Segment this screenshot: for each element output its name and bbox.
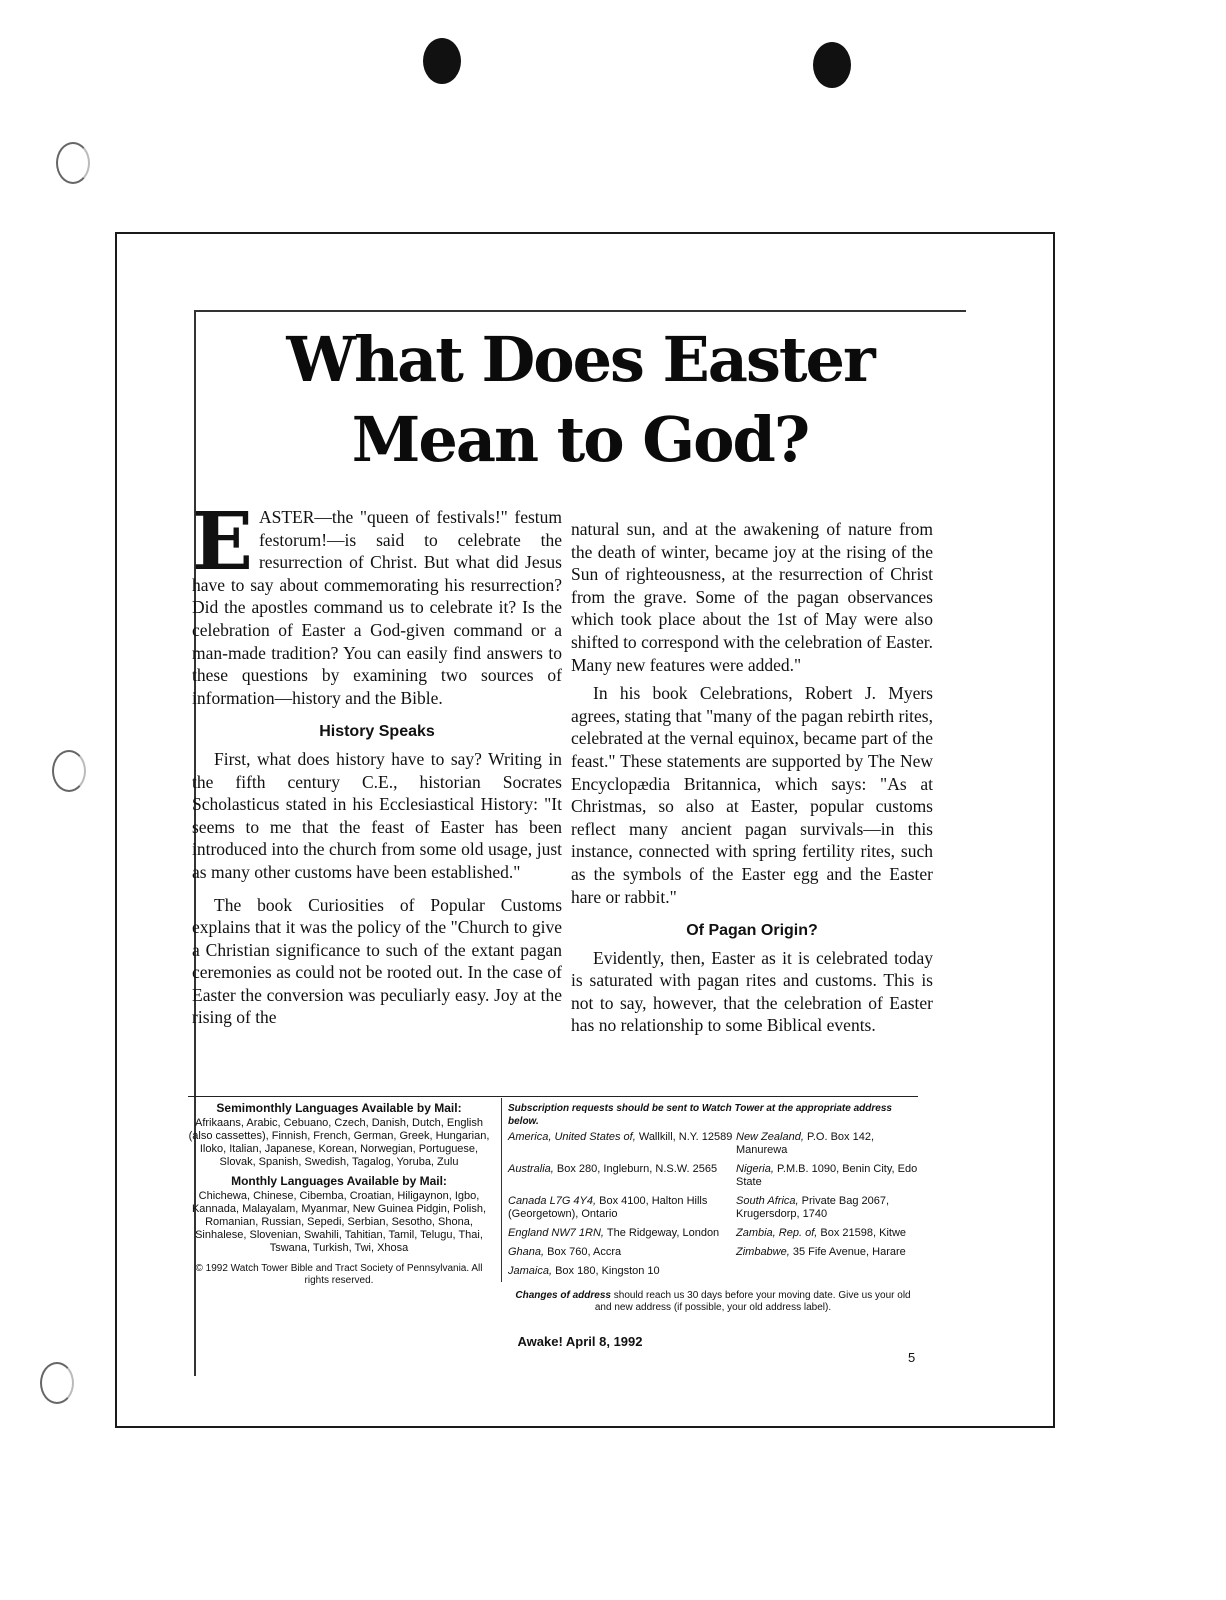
binder-ring	[52, 750, 86, 792]
article-column-2	[571, 518, 933, 1037]
address-entry: Ghana, Box 760, Accra	[508, 1246, 622, 1258]
address-entry: Australia, Box 280, Ingleburn, N.S.W. 2565	[508, 1163, 718, 1175]
intro-paragraph	[192, 494, 562, 709]
page-number: 5	[908, 1350, 916, 1365]
body-paragraph: The book Curiosities of Popular Customs explains that it was the policy of the "Church to give a Christian significance to such of the extant pagan ceremonies as could not be rooted out. In the case of Easter the conversion was peculiarly easy. Joy at the rising of the	[192, 894, 562, 1028]
article-title	[194, 320, 966, 480]
intro-text: ASTER—the "queen of festivals!" festum festorum!—is said to celebrate the resurrection of Christ. But what did Jesus have to say about commemorating his resurrection? Did the apostles command us to celebrate it? Is the celebration of Easter a God-given command or a man-made tradition? You can easily find answers to these questions by examining two sources of information—history and the Bible.	[192, 507, 562, 708]
semimonthly-heading: Semimonthly Languages Available by Mail:	[216, 1101, 462, 1115]
binder-ring	[40, 1362, 74, 1404]
subscription-heading: Subscription requests should be sent to Watch Tower at the appropriate address below.	[508, 1103, 892, 1127]
article-column-1	[192, 494, 562, 1029]
semimonthly-list: Afrikaans, Arabic, Cebuano, Czech, Danish, Dutch, English (also cassettes), Finnish, French, German, Greek, Hungarian, Iloko, Italian, Japanese, Korean, Norwegian, Portuguese, Slovak, Spanish, Swedish, Tagalog, Yoruba, Zulu	[188, 1117, 490, 1168]
address-entry: Zimbabwe, 35 Fife Avenue, Harare	[736, 1246, 906, 1258]
masthead-divider	[188, 1096, 918, 1097]
subhead-history-speaks: History Speaks	[319, 723, 435, 741]
subhead-of-pagan-origin: Of Pagan Origin?	[686, 922, 818, 940]
title-line-2: Mean to God?	[351, 403, 809, 476]
body-paragraph: In his book Celebrations, Robert J. Myers agrees, stating that "many of the pagan rebirth rites, celebrated at the vernal equinox, became part of the feast." These statements are supported by The New Encyclopædia Britannica, which says: "As at Christmas, so also at Easter, popular customs reflect many ancient pagan survivals—in this instance, connected with spring fertility rites, such as the symbols of the Easter egg and the Easter hare or rabbit."	[571, 683, 933, 907]
address-entry: Jamaica, Box 180, Kingston 10	[508, 1265, 660, 1277]
address-entry: Nigeria, P.M.B. 1090, Benin City, Edo State	[736, 1163, 918, 1188]
change-of-address-note	[508, 1290, 918, 1314]
subscription-block	[508, 1102, 918, 1314]
address-entry: Zambia, Rep. of, Box 21598, Kitwe	[736, 1227, 907, 1239]
address-entry: Canada L7G 4Y4, Box 4100, Halton Hills (Georgetown), Ontario	[508, 1195, 708, 1220]
monthly-heading: Monthly Languages Available by Mail:	[231, 1174, 447, 1188]
binder-ring	[56, 142, 90, 184]
change-of-address-text: should reach us 30 days before your moving date. Give us your old and new address (if possible, your old address label).	[594, 1290, 911, 1313]
monthly-list: Chichewa, Chinese, Cibemba, Croatian, Hiligaynon, Igbo, Kannada, Malayalam, Myanmar, New Guinea Pidgin, Polish, Romanian, Russian, Sepedi, Serbian, Sesotho, Shona, Sinhalese, Slovenian, Swahili, Tahitian, Tamil, Telugu, Thai, Tswana, Turkish, Twi, Xhosa	[191, 1190, 487, 1254]
address-entry: New Zealand, P.O. Box 142, Manurewa	[736, 1131, 875, 1156]
body-paragraph: Evidently, then, Easter as it is celebrated today is saturated with pagan rites and customs. This is not to say, however, that the celebration of Easter has no relationship to some Biblical events.	[571, 947, 933, 1036]
title-line-1: What Does Easter	[286, 323, 874, 396]
page-footer-masthead: Awake! April 8, 1992	[517, 1334, 643, 1349]
masthead-column-divider	[501, 1098, 502, 1282]
body-paragraph: First, what does history have to say? Writing in the fifth century C.E., historian Socrates Scholasticus stated in his Ecclesiastical History: "It seems to me that the feast of Easter has been introduced into the church from some old usage, just as many other customs have been established."	[192, 748, 562, 882]
address-entry: England NW7 1RN, The Ridgeway, London	[508, 1227, 720, 1239]
address-entry: South Africa, Private Bag 2067, Krugersdorp, 1740	[736, 1195, 890, 1220]
address-list	[508, 1131, 918, 1278]
languages-block	[184, 1102, 494, 1287]
punch-hole	[423, 38, 461, 84]
address-entry	[736, 1265, 918, 1278]
copyright-notice: © 1992 Watch Tower Bible and Tract Society of Pennsylvania. All rights reserved.	[195, 1263, 483, 1286]
body-paragraph: natural sun, and at the awakening of nature from the death of winter, became joy at the rising of the Sun of righteousness, at the resurrection of Christ from the grave. Some of the pagan observances which took place about the 1st of May were also shifted to correspond with the celebration of Easter. Many new features were added."	[571, 519, 933, 675]
change-of-address-label: Changes of address	[515, 1290, 611, 1301]
address-entry: America, United States of, Wallkill, N.Y. 12589	[508, 1131, 733, 1143]
punch-hole	[813, 42, 851, 88]
drop-cap: E	[192, 494, 253, 588]
